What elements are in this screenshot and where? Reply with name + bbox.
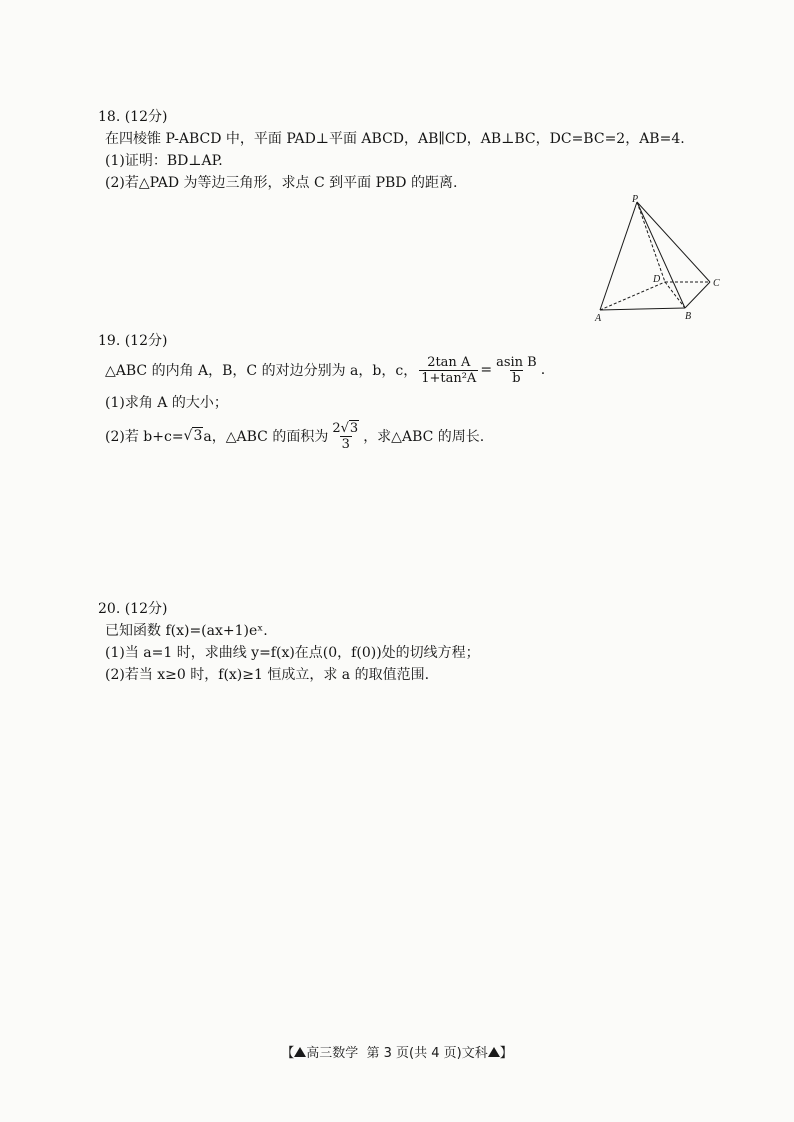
equals-sign: = xyxy=(480,362,493,378)
problem-18-part1: (1)证明：BD⊥AP. xyxy=(105,153,223,169)
edge-BC xyxy=(685,282,710,308)
part2-end: ，求△ABC 的周长. xyxy=(363,429,485,445)
label-P: P xyxy=(632,194,639,205)
label-D: D xyxy=(653,274,661,285)
problem-19-stem-text: △ABC 的内角 A，B，C 的对边分别为 a，b，c， xyxy=(105,363,418,379)
problem-19-part1: (1)求角 A 的大小； xyxy=(105,395,228,411)
area-coef: 2 xyxy=(332,420,341,436)
footer-track: 文科 xyxy=(461,1046,488,1061)
fraction-sin xyxy=(494,355,539,386)
edge-PA xyxy=(600,202,637,310)
edge-AB xyxy=(600,308,685,310)
problem-20-part2: (2)若当 x≥0 时，f(x)≥1 恒成立，求 a 的取值范围. xyxy=(105,667,430,683)
label-C: C xyxy=(713,278,720,289)
problem-18-part2: (2)若△PAD 为等边三角形，求点 C 到平面 PBD 的距离. xyxy=(105,175,458,191)
sqrt-3: √3 xyxy=(183,428,203,444)
sqrt-3-radicand: 3 xyxy=(193,428,203,444)
fraction-sin-denominator: b xyxy=(512,370,521,386)
fraction-area xyxy=(330,421,361,452)
problem-18-header: 18. (12分) xyxy=(98,109,168,125)
pyramid-figure xyxy=(585,190,735,325)
label-A: A xyxy=(595,313,602,324)
triangle-logo-icon-right xyxy=(488,1047,500,1057)
footer-subject: 高三数学 xyxy=(306,1046,359,1061)
problem-19-stem xyxy=(105,352,745,388)
fraction-area-numerator: 2√3 xyxy=(332,420,359,436)
footer-open-bracket: 【 xyxy=(281,1046,295,1061)
label-B: B xyxy=(685,311,692,322)
footer-close-bracket: 】 xyxy=(499,1046,513,1061)
fraction-tan-numerator: 2tan A xyxy=(427,354,471,370)
edge-PD xyxy=(637,202,665,282)
footer-page-number: 第 3 页(共 4 页) xyxy=(366,1046,462,1061)
problem-20-header: 20. (12分) xyxy=(98,601,168,617)
problem-19 xyxy=(98,330,745,454)
fraction-tan-denominator: 1+tan²A xyxy=(421,370,477,386)
problem-20-stem: 已知函数 f(x)=(ax+1)eˣ. xyxy=(105,623,268,639)
part2-mid: a，△ABC 的面积为 xyxy=(203,429,329,445)
triangle-logo-icon xyxy=(294,1047,306,1057)
page-footer xyxy=(0,1042,794,1061)
part2-prefix: (2)若 b+c= xyxy=(105,429,184,445)
area-radicand: 3 xyxy=(349,420,359,436)
problem-18 xyxy=(98,106,745,194)
edge-PC xyxy=(637,202,710,282)
stem-period: . xyxy=(540,362,546,378)
edge-PB xyxy=(637,202,685,308)
problem-20 xyxy=(98,598,745,686)
problem-19-header: 19. (12分) xyxy=(98,333,168,349)
edge-AD xyxy=(600,282,665,310)
fraction-area-denominator: 3 xyxy=(341,436,350,452)
fraction-tan xyxy=(419,355,478,386)
problem-20-part1: (1)当 a=1 时，求曲线 y=f(x)在点(0，f(0))处的切线方程； xyxy=(105,645,480,661)
fraction-sin-numerator: asin B xyxy=(496,354,537,370)
problem-19-part2 xyxy=(105,418,745,454)
problem-18-stem: 在四棱锥 P-ABCD 中，平面 PAD⊥平面 ABCD，AB∥CD，AB⊥BC，DC=BC=2，AB=4. xyxy=(105,131,685,147)
